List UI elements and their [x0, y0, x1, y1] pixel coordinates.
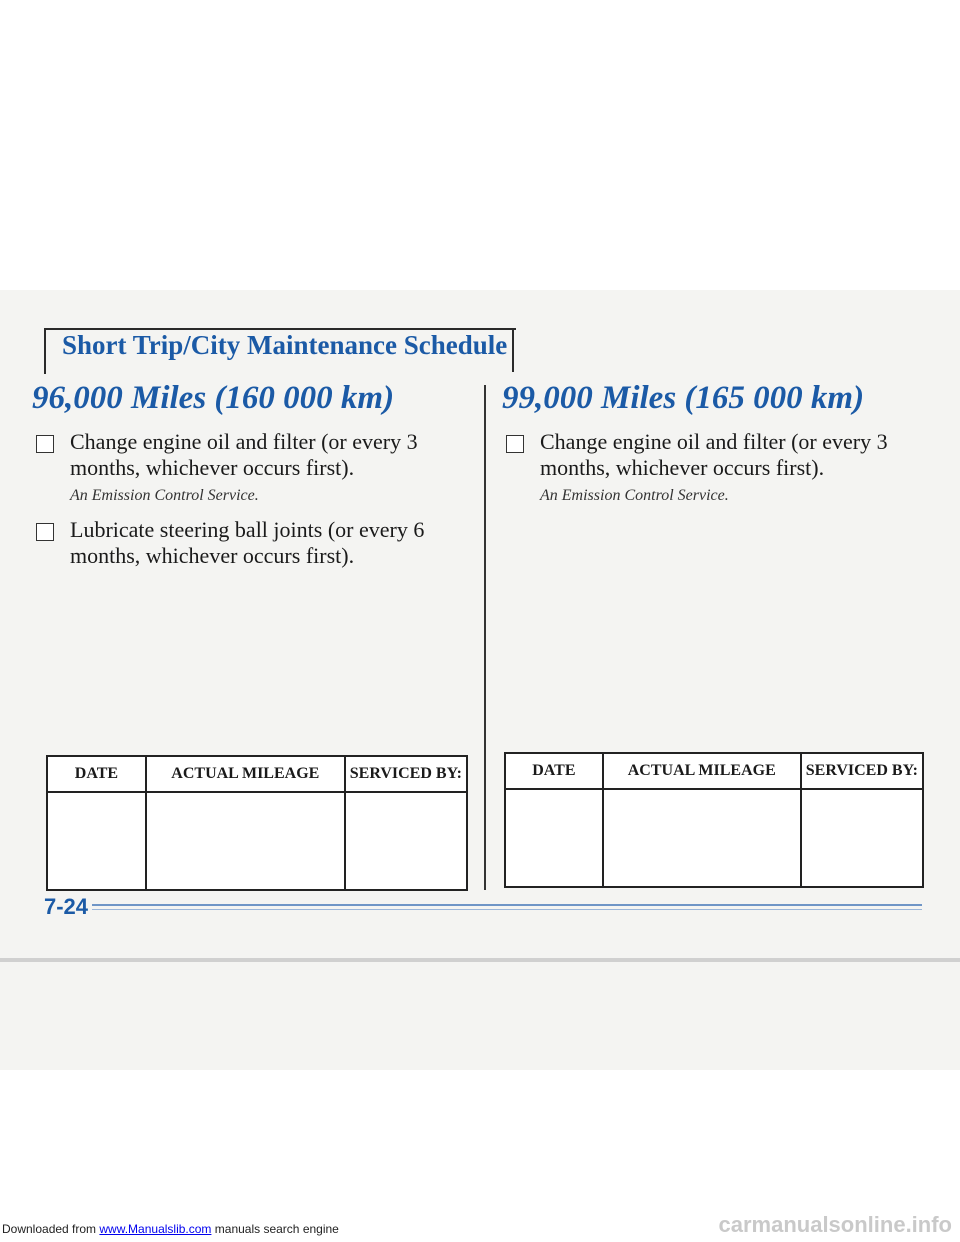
footer-prefix: Downloaded from [2, 1222, 100, 1236]
task-item [500, 429, 940, 481]
right-column [500, 380, 940, 517]
column-header-serviced-by: SERVICED BY: [801, 753, 923, 789]
mileage-cell[interactable] [603, 789, 801, 887]
task-item [30, 429, 470, 481]
footer-suffix: manuals search engine [211, 1222, 339, 1236]
date-cell[interactable] [505, 789, 603, 887]
column-header-mileage: ACTUAL MILEAGE [603, 753, 801, 789]
task-note: An Emission Control Service. [70, 487, 259, 504]
task-item [30, 517, 470, 569]
serviced-by-cell[interactable] [801, 789, 923, 887]
task-text: Change engine oil and filter (or every 3 months, whichever occurs first). [540, 429, 888, 480]
site-watermark: carmanualsonline.info [718, 1212, 952, 1237]
column-divider [484, 385, 486, 890]
download-footer [2, 1222, 339, 1236]
milestone-heading: 96,000 Miles (160 000 km) [32, 380, 395, 416]
task-text: Change engine oil and filter (or every 3 months, whichever occurs first). [70, 429, 418, 480]
page-edge-shadow [0, 958, 960, 962]
column-header-date: DATE [47, 756, 146, 792]
task-note: An Emission Control Service. [540, 487, 729, 504]
serviced-by-cell[interactable] [345, 792, 467, 890]
column-header-mileage: ACTUAL MILEAGE [146, 756, 345, 792]
left-column [30, 380, 470, 575]
page-rule-secondary [92, 909, 922, 910]
service-log-table-right [504, 752, 924, 888]
page-number: 7-24 [44, 894, 89, 919]
section-title: Short Trip/City Maintenance Schedule [62, 330, 508, 360]
checkbox-icon[interactable] [36, 435, 54, 453]
mileage-cell[interactable] [146, 792, 345, 890]
service-log-table-left [46, 755, 468, 891]
checkbox-icon[interactable] [506, 435, 524, 453]
checkbox-icon[interactable] [36, 523, 54, 541]
column-header-date: DATE [505, 753, 603, 789]
section-header-frame-end [512, 328, 514, 372]
task-text: Lubricate steering ball joints (or every 6 months, whichever occurs first). [70, 517, 425, 568]
page-rule [92, 904, 922, 906]
manualslib-link[interactable]: www.Manualslib.com [99, 1222, 212, 1236]
date-cell[interactable] [47, 792, 146, 890]
milestone-heading: 99,000 Miles (165 000 km) [502, 380, 865, 416]
column-header-serviced-by: SERVICED BY: [345, 756, 467, 792]
